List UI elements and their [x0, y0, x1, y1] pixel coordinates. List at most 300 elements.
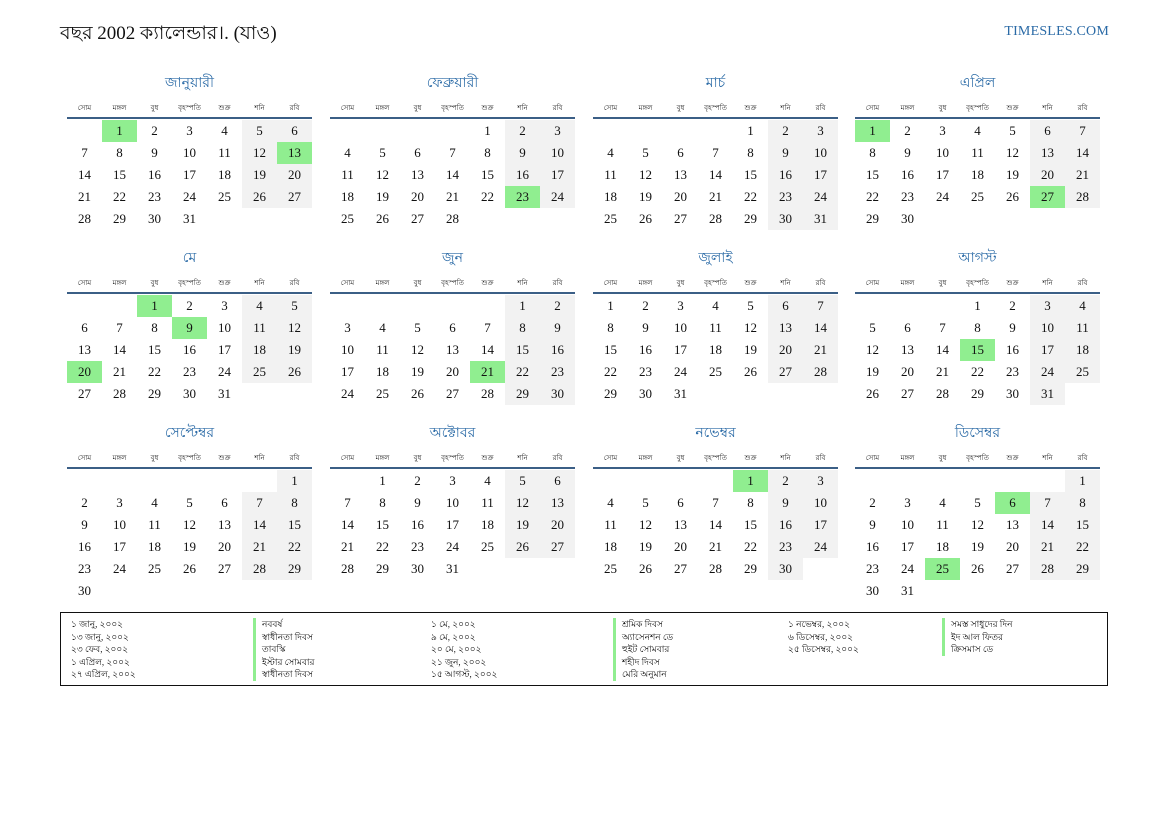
day-cell[interactable]: 3 — [939, 123, 946, 138]
day-cell[interactable]: 9 — [151, 145, 158, 160]
day-cell[interactable]: 17 — [803, 164, 838, 186]
day-cell[interactable]: 1 — [379, 473, 386, 488]
day-cell[interactable]: 2 — [505, 120, 540, 142]
day-cell[interactable]: 11 — [709, 320, 722, 335]
day-cell[interactable]: 20 — [277, 164, 312, 186]
day-cell[interactable]: 22 — [148, 364, 161, 379]
day-cell[interactable]: 19 — [277, 339, 312, 361]
day-cell[interactable]: 29 — [277, 558, 312, 580]
day-cell[interactable]: 24 — [540, 186, 575, 208]
day-cell[interactable]: 19 — [744, 342, 757, 357]
day-cell[interactable]: 23 — [768, 536, 803, 558]
day-cell[interactable]: 7 — [1065, 120, 1100, 142]
day-cell[interactable]: 6 — [768, 295, 803, 317]
day-cell[interactable]: 13 — [411, 167, 424, 182]
day-cell[interactable]: 24 — [803, 186, 838, 208]
day-cell[interactable]: 18 — [1065, 339, 1100, 361]
day-cell[interactable]: 6 — [277, 120, 312, 142]
day-cell[interactable]: 11 — [1065, 317, 1100, 339]
day-cell[interactable]: 24 — [901, 561, 914, 576]
day-cell[interactable]: 28 — [803, 361, 838, 383]
day-cell[interactable]: 16 — [901, 167, 914, 182]
day-cell[interactable]: 10 — [540, 142, 575, 164]
day-cell[interactable]: 22 — [971, 364, 984, 379]
day-cell[interactable]: 22 — [481, 189, 494, 204]
day-cell[interactable]: 27 — [674, 561, 687, 576]
day-cell[interactable]: 28 — [78, 211, 91, 226]
day-cell[interactable]: 15 — [1065, 514, 1100, 536]
day-cell[interactable]: 4 — [242, 295, 277, 317]
day-cell[interactable]: 5 — [1009, 123, 1016, 138]
day-cell[interactable]: 24 — [341, 386, 354, 401]
day-cell[interactable]: 25 — [218, 189, 231, 204]
day-cell[interactable]: 25 — [341, 211, 354, 226]
day-cell[interactable]: 1 — [484, 123, 491, 138]
day-cell[interactable]: 20 — [446, 364, 459, 379]
day-cell[interactable]: 30 — [901, 211, 914, 226]
day-cell[interactable]: 5 — [505, 470, 540, 492]
day-cell[interactable]: 29 — [744, 211, 757, 226]
day-cell[interactable]: 22 — [866, 189, 879, 204]
day-cell[interactable]: 22 — [744, 539, 757, 554]
day-cell[interactable]: 25 — [971, 189, 984, 204]
day-cell[interactable]: 9 — [540, 317, 575, 339]
day-cell[interactable]: 12 — [277, 317, 312, 339]
day-cell[interactable]: 26 — [242, 186, 277, 208]
day-cell[interactable]: 28 — [709, 561, 722, 576]
day-cell[interactable]: 7 — [81, 145, 88, 160]
day-cell[interactable]: 2 — [414, 473, 421, 488]
day-cell[interactable]: 5 — [869, 320, 876, 335]
day-cell[interactable]: 9 — [1009, 320, 1016, 335]
day-cell[interactable]: 26 — [505, 536, 540, 558]
day-cell[interactable]: 16 — [866, 539, 879, 554]
day-cell[interactable]: 9 — [904, 145, 911, 160]
day-cell[interactable]: 27 — [901, 386, 914, 401]
day-cell[interactable]: 7 — [242, 492, 277, 514]
day-cell[interactable]: 8 — [869, 145, 876, 160]
day-cell[interactable]: 14 — [709, 517, 722, 532]
site-link[interactable]: TIMESLES.COM — [1004, 24, 1109, 39]
day-cell[interactable]: 14 — [446, 167, 459, 182]
day-cell[interactable]: 5 — [974, 495, 981, 510]
day-cell[interactable]: 11 — [376, 342, 389, 357]
day-cell[interactable]: 28 — [242, 558, 277, 580]
day-cell[interactable]: 16 — [1006, 342, 1019, 357]
day-cell[interactable]: 9 — [81, 517, 88, 532]
day-cell[interactable]: 30 — [78, 583, 91, 598]
day-cell[interactable]: 8 — [747, 145, 754, 160]
holiday-day-cell[interactable]: 1 — [733, 470, 768, 492]
day-cell[interactable]: 17 — [901, 539, 914, 554]
day-cell[interactable]: 17 — [341, 364, 354, 379]
day-cell[interactable]: 8 — [1065, 492, 1100, 514]
day-cell[interactable]: 29 — [971, 386, 984, 401]
day-cell[interactable]: 10 — [113, 517, 126, 532]
day-cell[interactable]: 6 — [1030, 120, 1065, 142]
day-cell[interactable]: 25 — [242, 361, 277, 383]
day-cell[interactable]: 26 — [277, 361, 312, 383]
day-cell[interactable]: 6 — [540, 470, 575, 492]
day-cell[interactable]: 22 — [604, 364, 617, 379]
day-cell[interactable]: 9 — [642, 320, 649, 335]
day-cell[interactable]: 18 — [376, 364, 389, 379]
day-cell[interactable]: 27 — [78, 386, 91, 401]
day-cell[interactable]: 11 — [604, 517, 617, 532]
day-cell[interactable]: 26 — [744, 364, 757, 379]
day-cell[interactable]: 21 — [1065, 164, 1100, 186]
day-cell[interactable]: 23 — [866, 561, 879, 576]
day-cell[interactable]: 27 — [768, 361, 803, 383]
day-cell[interactable]: 10 — [341, 342, 354, 357]
day-cell[interactable]: 21 — [242, 536, 277, 558]
day-cell[interactable]: 24 — [446, 539, 459, 554]
day-cell[interactable]: 2 — [642, 298, 649, 313]
holiday-day-cell[interactable]: 6 — [995, 492, 1030, 514]
day-cell[interactable]: 17 — [113, 539, 126, 554]
day-cell[interactable]: 11 — [971, 145, 984, 160]
day-cell[interactable]: 24 — [803, 536, 838, 558]
day-cell[interactable]: 3 — [803, 470, 838, 492]
day-cell[interactable]: 14 — [936, 342, 949, 357]
day-cell[interactable]: 13 — [674, 517, 687, 532]
holiday-day-cell[interactable]: 1 — [102, 120, 137, 142]
day-cell[interactable]: 5 — [277, 295, 312, 317]
day-cell[interactable]: 4 — [344, 145, 351, 160]
day-cell[interactable]: 8 — [151, 320, 158, 335]
day-cell[interactable]: 10 — [674, 320, 687, 335]
day-cell[interactable]: 16 — [768, 514, 803, 536]
day-cell[interactable]: 11 — [481, 495, 494, 510]
day-cell[interactable]: 15 — [148, 342, 161, 357]
day-cell[interactable]: 29 — [113, 211, 126, 226]
day-cell[interactable]: 23 — [183, 364, 196, 379]
day-cell[interactable]: 20 — [768, 339, 803, 361]
day-cell[interactable]: 22 — [113, 189, 126, 204]
day-cell[interactable]: 26 — [411, 386, 424, 401]
day-cell[interactable]: 2 — [1009, 298, 1016, 313]
day-cell[interactable]: 30 — [768, 558, 803, 580]
day-cell[interactable]: 3 — [540, 120, 575, 142]
day-cell[interactable]: 19 — [242, 164, 277, 186]
day-cell[interactable]: 2 — [151, 123, 158, 138]
day-cell[interactable]: 23 — [148, 189, 161, 204]
day-cell[interactable]: 31 — [218, 386, 231, 401]
day-cell[interactable]: 18 — [936, 539, 949, 554]
day-cell[interactable]: 2 — [540, 295, 575, 317]
day-cell[interactable]: 22 — [505, 361, 540, 383]
day-cell[interactable]: 11 — [218, 145, 231, 160]
holiday-day-cell[interactable]: 27 — [1030, 186, 1065, 208]
day-cell[interactable]: 28 — [446, 211, 459, 226]
day-cell[interactable]: 10 — [1030, 317, 1065, 339]
day-cell[interactable]: 17 — [183, 167, 196, 182]
day-cell[interactable]: 20 — [901, 364, 914, 379]
day-cell[interactable]: 28 — [1065, 186, 1100, 208]
day-cell[interactable]: 1 — [1065, 470, 1100, 492]
holiday-day-cell[interactable]: 20 — [67, 361, 102, 383]
day-cell[interactable]: 6 — [904, 320, 911, 335]
holiday-day-cell[interactable]: 15 — [960, 339, 995, 361]
day-cell[interactable]: 15 — [376, 517, 389, 532]
day-cell[interactable]: 3 — [1030, 295, 1065, 317]
day-cell[interactable]: 18 — [604, 539, 617, 554]
day-cell[interactable]: 17 — [540, 164, 575, 186]
day-cell[interactable]: 23 — [1006, 364, 1019, 379]
day-cell[interactable]: 14 — [242, 514, 277, 536]
day-cell[interactable]: 21 — [78, 189, 91, 204]
day-cell[interactable]: 16 — [768, 164, 803, 186]
day-cell[interactable]: 21 — [1030, 536, 1065, 558]
day-cell[interactable]: 2 — [904, 123, 911, 138]
day-cell[interactable]: 6 — [414, 145, 421, 160]
day-cell[interactable]: 25 — [1065, 361, 1100, 383]
day-cell[interactable]: 27 — [540, 536, 575, 558]
day-cell[interactable]: 13 — [78, 342, 91, 357]
day-cell[interactable]: 13 — [768, 317, 803, 339]
day-cell[interactable]: 6 — [81, 320, 88, 335]
day-cell[interactable]: 10 — [803, 142, 838, 164]
day-cell[interactable]: 5 — [379, 145, 386, 160]
day-cell[interactable]: 30 — [540, 383, 575, 405]
day-cell[interactable]: 30 — [768, 208, 803, 230]
day-cell[interactable]: 26 — [971, 561, 984, 576]
day-cell[interactable]: 25 — [148, 561, 161, 576]
day-cell[interactable]: 9 — [869, 517, 876, 532]
day-cell[interactable]: 10 — [446, 495, 459, 510]
day-cell[interactable]: 5 — [186, 495, 193, 510]
day-cell[interactable]: 6 — [221, 495, 228, 510]
day-cell[interactable]: 12 — [242, 142, 277, 164]
holiday-day-cell[interactable]: 1 — [137, 295, 172, 317]
day-cell[interactable]: 14 — [803, 317, 838, 339]
day-cell[interactable]: 19 — [639, 189, 652, 204]
day-cell[interactable]: 31 — [183, 211, 196, 226]
day-cell[interactable]: 7 — [803, 295, 838, 317]
day-cell[interactable]: 3 — [221, 298, 228, 313]
day-cell[interactable]: 3 — [904, 495, 911, 510]
day-cell[interactable]: 19 — [866, 364, 879, 379]
day-cell[interactable]: 17 — [218, 342, 231, 357]
day-cell[interactable]: 28 — [341, 561, 354, 576]
day-cell[interactable]: 18 — [218, 167, 231, 182]
day-cell[interactable]: 5 — [747, 298, 754, 313]
day-cell[interactable]: 29 — [148, 386, 161, 401]
day-cell[interactable]: 13 — [540, 492, 575, 514]
day-cell[interactable]: 20 — [540, 514, 575, 536]
day-cell[interactable]: 26 — [639, 561, 652, 576]
day-cell[interactable]: 2 — [768, 120, 803, 142]
day-cell[interactable]: 30 — [866, 583, 879, 598]
day-cell[interactable]: 10 — [901, 517, 914, 532]
day-cell[interactable]: 19 — [1006, 167, 1019, 182]
day-cell[interactable]: 15 — [113, 167, 126, 182]
day-cell[interactable]: 7 — [939, 320, 946, 335]
day-cell[interactable]: 28 — [1030, 558, 1065, 580]
day-cell[interactable]: 26 — [183, 561, 196, 576]
day-cell[interactable]: 29 — [604, 386, 617, 401]
day-cell[interactable]: 19 — [505, 514, 540, 536]
day-cell[interactable]: 24 — [113, 561, 126, 576]
day-cell[interactable]: 7 — [1030, 492, 1065, 514]
day-cell[interactable]: 9 — [414, 495, 421, 510]
day-cell[interactable]: 7 — [484, 320, 491, 335]
day-cell[interactable]: 21 — [446, 189, 459, 204]
day-cell[interactable]: 20 — [674, 539, 687, 554]
day-cell[interactable]: 20 — [1006, 539, 1019, 554]
day-cell[interactable]: 3 — [344, 320, 351, 335]
day-cell[interactable]: 11 — [148, 517, 161, 532]
day-cell[interactable]: 2 — [186, 298, 193, 313]
day-cell[interactable]: 15 — [505, 339, 540, 361]
day-cell[interactable]: 12 — [1006, 145, 1019, 160]
day-cell[interactable]: 27 — [218, 561, 231, 576]
day-cell[interactable]: 19 — [639, 539, 652, 554]
day-cell[interactable]: 13 — [1030, 142, 1065, 164]
day-cell[interactable]: 5 — [642, 145, 649, 160]
day-cell[interactable]: 23 — [901, 189, 914, 204]
day-cell[interactable]: 21 — [803, 339, 838, 361]
day-cell[interactable]: 12 — [183, 517, 196, 532]
day-cell[interactable]: 23 — [411, 539, 424, 554]
day-cell[interactable]: 12 — [639, 517, 652, 532]
day-cell[interactable]: 12 — [376, 167, 389, 182]
day-cell[interactable]: 27 — [674, 211, 687, 226]
day-cell[interactable]: 20 — [1030, 164, 1065, 186]
day-cell[interactable]: 23 — [639, 364, 652, 379]
day-cell[interactable]: 31 — [1030, 383, 1065, 405]
day-cell[interactable]: 11 — [604, 167, 617, 182]
day-cell[interactable]: 16 — [411, 517, 424, 532]
day-cell[interactable]: 30 — [183, 386, 196, 401]
day-cell[interactable]: 14 — [709, 167, 722, 182]
day-cell[interactable]: 1 — [505, 295, 540, 317]
day-cell[interactable]: 11 — [242, 317, 277, 339]
day-cell[interactable]: 3 — [803, 120, 838, 142]
day-cell[interactable]: 23 — [78, 561, 91, 576]
day-cell[interactable]: 26 — [1006, 189, 1019, 204]
day-cell[interactable]: 13 — [218, 517, 231, 532]
day-cell[interactable]: 4 — [221, 123, 228, 138]
day-cell[interactable]: 8 — [277, 492, 312, 514]
day-cell[interactable]: 19 — [971, 539, 984, 554]
day-cell[interactable]: 11 — [341, 167, 354, 182]
day-cell[interactable]: 21 — [936, 364, 949, 379]
day-cell[interactable]: 30 — [639, 386, 652, 401]
holiday-day-cell[interactable]: 1 — [855, 120, 890, 142]
day-cell[interactable]: 28 — [936, 386, 949, 401]
day-cell[interactable]: 18 — [148, 539, 161, 554]
day-cell[interactable]: 31 — [674, 386, 687, 401]
day-cell[interactable]: 26 — [376, 211, 389, 226]
day-cell[interactable]: 20 — [411, 189, 424, 204]
day-cell[interactable]: 21 — [709, 189, 722, 204]
day-cell[interactable]: 16 — [639, 342, 652, 357]
day-cell[interactable]: 24 — [218, 364, 231, 379]
day-cell[interactable]: 29 — [1065, 558, 1100, 580]
day-cell[interactable]: 6 — [677, 145, 684, 160]
day-cell[interactable]: 10 — [218, 320, 231, 335]
day-cell[interactable]: 4 — [484, 473, 491, 488]
day-cell[interactable]: 31 — [803, 208, 838, 230]
day-cell[interactable]: 8 — [747, 495, 754, 510]
day-cell[interactable]: 11 — [936, 517, 949, 532]
day-cell[interactable]: 29 — [505, 383, 540, 405]
day-cell[interactable]: 17 — [674, 342, 687, 357]
day-cell[interactable]: 25 — [604, 211, 617, 226]
day-cell[interactable]: 12 — [744, 320, 757, 335]
day-cell[interactable]: 27 — [277, 186, 312, 208]
day-cell[interactable]: 18 — [604, 189, 617, 204]
day-cell[interactable]: 16 — [505, 164, 540, 186]
day-cell[interactable]: 12 — [866, 342, 879, 357]
day-cell[interactable]: 4 — [151, 495, 158, 510]
day-cell[interactable]: 8 — [116, 145, 123, 160]
day-cell[interactable]: 22 — [744, 189, 757, 204]
day-cell[interactable]: 4 — [607, 495, 614, 510]
day-cell[interactable]: 15 — [744, 517, 757, 532]
day-cell[interactable]: 12 — [639, 167, 652, 182]
day-cell[interactable]: 10 — [183, 145, 196, 160]
day-cell[interactable]: 26 — [639, 211, 652, 226]
day-cell[interactable]: 1 — [607, 298, 614, 313]
day-cell[interactable]: 7 — [449, 145, 456, 160]
day-cell[interactable]: 14 — [78, 167, 91, 182]
day-cell[interactable]: 13 — [1006, 517, 1019, 532]
day-cell[interactable]: 31 — [446, 561, 459, 576]
day-cell[interactable]: 28 — [481, 386, 494, 401]
day-cell[interactable]: 19 — [411, 364, 424, 379]
day-cell[interactable]: 19 — [376, 189, 389, 204]
day-cell[interactable]: 20 — [674, 189, 687, 204]
day-cell[interactable]: 3 — [186, 123, 193, 138]
day-cell[interactable]: 29 — [744, 561, 757, 576]
day-cell[interactable]: 5 — [642, 495, 649, 510]
day-cell[interactable]: 1 — [974, 298, 981, 313]
day-cell[interactable]: 2 — [869, 495, 876, 510]
day-cell[interactable]: 27 — [1006, 561, 1019, 576]
day-cell[interactable]: 22 — [277, 536, 312, 558]
day-cell[interactable]: 7 — [344, 495, 351, 510]
day-cell[interactable]: 15 — [481, 167, 494, 182]
day-cell[interactable]: 1 — [277, 470, 312, 492]
holiday-day-cell[interactable]: 9 — [172, 317, 207, 339]
day-cell[interactable]: 6 — [449, 320, 456, 335]
day-cell[interactable]: 18 — [971, 167, 984, 182]
day-cell[interactable]: 9 — [768, 492, 803, 514]
day-cell[interactable]: 26 — [866, 386, 879, 401]
day-cell[interactable]: 27 — [411, 211, 424, 226]
day-cell[interactable]: 2 — [81, 495, 88, 510]
day-cell[interactable]: 21 — [709, 539, 722, 554]
day-cell[interactable]: 4 — [939, 495, 946, 510]
day-cell[interactable]: 14 — [1030, 514, 1065, 536]
day-cell[interactable]: 24 — [936, 189, 949, 204]
day-cell[interactable]: 6 — [677, 495, 684, 510]
day-cell[interactable]: 31 — [901, 583, 914, 598]
day-cell[interactable]: 17 — [446, 517, 459, 532]
day-cell[interactable]: 28 — [709, 211, 722, 226]
day-cell[interactable]: 25 — [481, 539, 494, 554]
day-cell[interactable]: 22 — [1065, 536, 1100, 558]
day-cell[interactable]: 30 — [1006, 386, 1019, 401]
day-cell[interactable]: 16 — [540, 339, 575, 361]
day-cell[interactable]: 1 — [747, 123, 754, 138]
holiday-day-cell[interactable]: 13 — [277, 142, 312, 164]
day-cell[interactable]: 29 — [866, 211, 879, 226]
day-cell[interactable]: 25 — [604, 561, 617, 576]
day-cell[interactable]: 19 — [183, 539, 196, 554]
